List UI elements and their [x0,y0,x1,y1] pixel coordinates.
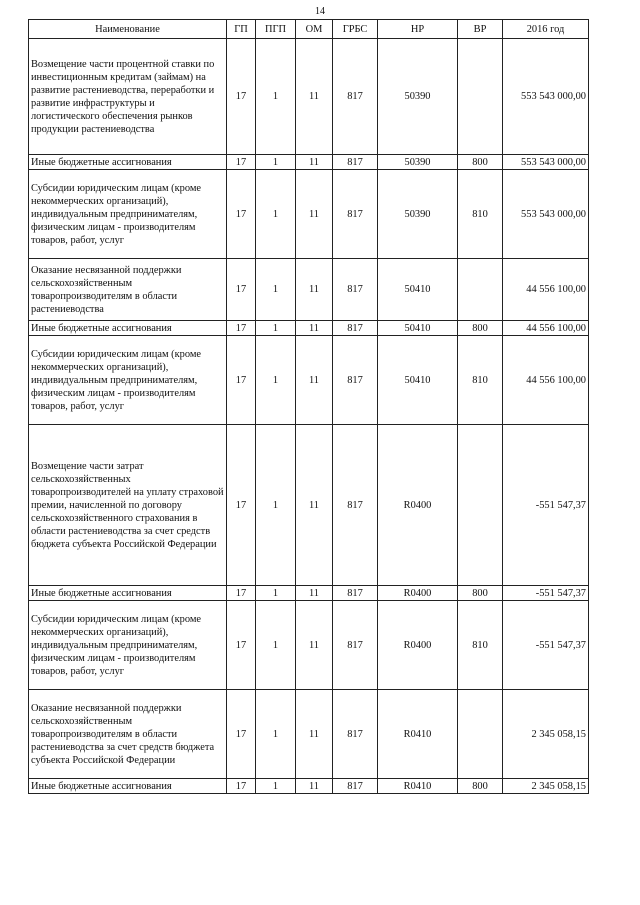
row-om: 11 [296,170,333,259]
header-grbs: ГРБС [333,20,378,39]
header-nr: НР [378,20,458,39]
row-om: 11 [296,155,333,170]
row-name: Возмещение части затрат сельскохозяйственных товаропроизводителей на уплату страховой премии, начисленной по договору сельскохозяйственного страхования в области растениеводства за счет средств бюджета субъекта Российской Федерации [29,425,227,586]
row-om: 11 [296,690,333,779]
row-name: Иные бюджетные ассигнования [29,321,227,336]
row-om: 11 [296,259,333,321]
row-vr [458,259,503,321]
row-gp: 17 [227,586,256,601]
row-amount: 553 543 000,00 [503,39,589,155]
row-nr: R0400 [378,601,458,690]
header-name: Наименование [29,20,227,39]
budget-table [28,19,589,794]
row-grbs: 817 [333,155,378,170]
row-nr: R0410 [378,779,458,794]
page-number: 14 [315,6,325,17]
table-row [29,170,589,259]
header-pgp: ПГП [256,20,296,39]
row-gp: 17 [227,155,256,170]
row-om: 11 [296,336,333,425]
row-gp: 17 [227,259,256,321]
row-nr: R0400 [378,586,458,601]
row-nr: R0400 [378,425,458,586]
row-grbs: 817 [333,690,378,779]
row-nr: R0410 [378,690,458,779]
row-amount: 553 543 000,00 [503,155,589,170]
row-pgp: 1 [256,586,296,601]
row-name: Возмещение части процентной ставки по инвестиционным кредитам (займам) на развитие растениеводства, переработки и развитие инфраструктуры и логистического обеспечения рынков продукции растениеводства [29,39,227,155]
row-vr: 810 [458,336,503,425]
table-row [29,321,589,336]
row-nr: 50390 [378,155,458,170]
row-vr [458,425,503,586]
row-vr: 800 [458,586,503,601]
row-gp: 17 [227,601,256,690]
row-gp: 17 [227,779,256,794]
row-pgp: 1 [256,336,296,425]
row-amount: 44 556 100,00 [503,321,589,336]
row-pgp: 1 [256,155,296,170]
row-amount: 44 556 100,00 [503,336,589,425]
row-grbs: 817 [333,601,378,690]
row-amount: 2 345 058,15 [503,779,589,794]
table-row [29,779,589,794]
row-pgp: 1 [256,601,296,690]
row-om: 11 [296,601,333,690]
row-pgp: 1 [256,259,296,321]
row-gp: 17 [227,425,256,586]
table-row [29,601,589,690]
table-row [29,155,589,170]
row-grbs: 817 [333,321,378,336]
table-row [29,39,589,155]
header-vr: ВР [458,20,503,39]
row-amount: 44 556 100,00 [503,259,589,321]
row-gp: 17 [227,336,256,425]
row-gp: 17 [227,690,256,779]
row-vr: 810 [458,601,503,690]
row-vr [458,39,503,155]
row-nr: 50390 [378,39,458,155]
row-vr: 800 [458,321,503,336]
row-om: 11 [296,321,333,336]
row-gp: 17 [227,170,256,259]
row-amount: 553 543 000,00 [503,170,589,259]
row-om: 11 [296,586,333,601]
row-vr [458,690,503,779]
row-name: Субсидии юридическим лицам (кроме некоммерческих организаций), индивидуальным предпринимателям, физическим лицам - производителям товаров, работ, услуг [29,170,227,259]
header-om: ОМ [296,20,333,39]
row-grbs: 817 [333,336,378,425]
row-amount: -551 547,37 [503,601,589,690]
table-row [29,336,589,425]
table-row [29,425,589,586]
header-year: 2016 год [503,20,589,39]
row-name: Субсидии юридическим лицам (кроме некоммерческих организаций), индивидуальным предпринимателям, физическим лицам - производителям товаров, работ, услуг [29,336,227,425]
row-nr: 50410 [378,321,458,336]
header-gp: ГП [227,20,256,39]
row-pgp: 1 [256,425,296,586]
row-name: Оказание несвязанной поддержки сельскохозяйственным товаропроизводителям в области растениеводства [29,259,227,321]
row-amount: 2 345 058,15 [503,690,589,779]
row-om: 11 [296,779,333,794]
table-row [29,690,589,779]
table-row [29,259,589,321]
row-vr: 810 [458,170,503,259]
row-name: Оказание несвязанной поддержки сельскохозяйственным товаропроизводителям в области растениеводства за счет средств бюджета субъекта Российской Федерации [29,690,227,779]
row-vr: 800 [458,155,503,170]
row-nr: 50410 [378,336,458,425]
row-pgp: 1 [256,321,296,336]
row-name: Иные бюджетные ассигнования [29,779,227,794]
row-name: Субсидии юридическим лицам (кроме некоммерческих организаций), индивидуальным предпринимателям, физическим лицам - производителям товаров, работ, услуг [29,601,227,690]
row-gp: 17 [227,39,256,155]
row-nr: 50410 [378,259,458,321]
table-row [29,586,589,601]
row-grbs: 817 [333,586,378,601]
row-grbs: 817 [333,170,378,259]
row-nr: 50390 [378,170,458,259]
row-grbs: 817 [333,39,378,155]
row-vr: 800 [458,779,503,794]
row-om: 11 [296,39,333,155]
header-row [29,20,589,39]
row-om: 11 [296,425,333,586]
row-pgp: 1 [256,170,296,259]
row-pgp: 1 [256,779,296,794]
row-amount: -551 547,37 [503,586,589,601]
row-pgp: 1 [256,39,296,155]
row-amount: -551 547,37 [503,425,589,586]
row-name: Иные бюджетные ассигнования [29,586,227,601]
row-gp: 17 [227,321,256,336]
row-grbs: 817 [333,425,378,586]
row-name: Иные бюджетные ассигнования [29,155,227,170]
row-grbs: 817 [333,779,378,794]
row-grbs: 817 [333,259,378,321]
row-pgp: 1 [256,690,296,779]
